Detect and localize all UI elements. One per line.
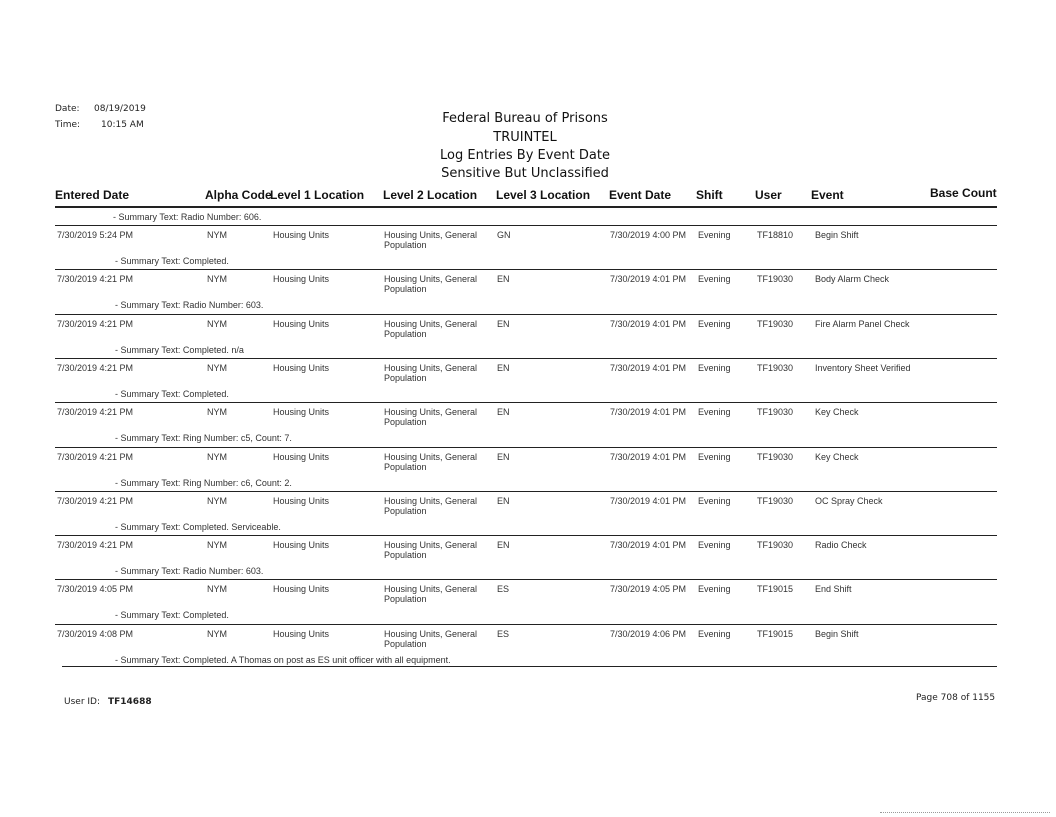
level3-cell: ES [497, 584, 510, 594]
event-cell: OC Spray Check [815, 496, 883, 506]
header-rule [55, 206, 997, 208]
shift-cell: Evening [698, 407, 731, 417]
col-level2: Level 2 Location [383, 188, 478, 202]
report-org: Federal Bureau of Prisons [442, 111, 608, 126]
level2-cell: Housing Units, General Population [384, 230, 478, 250]
col-level3: Level 3 Location [496, 188, 591, 202]
user-cell: TF18810 [757, 230, 794, 240]
shift-cell: Evening [698, 230, 731, 240]
alpha-code-cell: NYM [207, 540, 227, 550]
alpha-code-cell: NYM [207, 274, 227, 284]
level3-cell: EN [497, 496, 510, 506]
shift-cell: Evening [698, 274, 731, 284]
entered-date-cell: 7/30/2019 4:21 PM [57, 274, 134, 284]
event-cell: Key Check [815, 452, 859, 462]
level1-cell: Housing Units [273, 274, 330, 284]
alpha-code-cell: NYM [207, 584, 227, 594]
shift-cell: Evening [698, 629, 731, 639]
summary-text: - Summary Text: Completed. [115, 256, 229, 266]
col-entered-date: Entered Date [55, 188, 130, 202]
level1-cell: Housing Units [273, 496, 330, 506]
summary-text: - Summary Text: Completed. [115, 610, 229, 620]
level1-cell: Housing Units [273, 230, 330, 240]
col-level1: Level 1 Location [270, 188, 365, 202]
page-number: Page 708 of 1155 [916, 693, 996, 703]
event-date-cell: 7/30/2019 4:01 PM [610, 540, 687, 550]
user-cell: TF19030 [757, 452, 794, 462]
level3-cell: EN [497, 274, 510, 284]
level3-cell: EN [497, 540, 510, 550]
level2-cell: Housing Units, General Population [384, 540, 478, 560]
entered-date-cell: 7/30/2019 4:05 PM [57, 584, 134, 594]
level1-cell: Housing Units [273, 584, 330, 594]
event-cell: End Shift [815, 584, 852, 594]
user-cell: TF19015 [757, 584, 794, 594]
user-cell: TF19030 [757, 407, 794, 417]
event-cell: Begin Shift [815, 629, 859, 639]
shift-cell: Evening [698, 540, 731, 550]
shift-cell: Evening [698, 452, 731, 462]
level3-cell: EN [497, 363, 510, 373]
alpha-code-cell: NYM [207, 230, 227, 240]
level1-cell: Housing Units [273, 407, 330, 417]
alpha-code-cell: NYM [207, 407, 227, 417]
row-separator [55, 535, 997, 536]
alpha-code-cell: NYM [207, 452, 227, 462]
level2-cell: Housing Units, General Population [384, 629, 478, 649]
entered-date-cell: 7/30/2019 4:21 PM [57, 407, 134, 417]
event-cell: Radio Check [815, 540, 867, 550]
level1-cell: Housing Units [273, 540, 330, 550]
event-date-cell: 7/30/2019 4:01 PM [610, 496, 687, 506]
event-date-cell: 7/30/2019 4:01 PM [610, 274, 687, 284]
level2-cell: Housing Units, General Population [384, 452, 478, 472]
event-date-cell: 7/30/2019 4:01 PM [610, 407, 687, 417]
level1-cell: Housing Units [273, 319, 330, 329]
user-cell: TF19030 [757, 496, 794, 506]
summary-text: - Summary Text: Radio Number: 603. [115, 566, 264, 576]
row-separator [55, 491, 997, 492]
row-separator [55, 447, 997, 448]
level3-cell: EN [497, 452, 510, 462]
level3-cell: EN [497, 319, 510, 329]
user-cell: TF19030 [757, 274, 794, 284]
level2-cell: Housing Units, General Population [384, 319, 478, 339]
col-shift: Shift [696, 188, 723, 202]
summary-text: - Summary Text: Completed. [115, 389, 229, 399]
entered-date-cell: 7/30/2019 5:24 PM [57, 230, 134, 240]
row-separator [55, 579, 997, 580]
leading-summary: - Summary Text: Radio Number: 606. [113, 212, 262, 222]
col-event-date: Event Date [609, 188, 672, 202]
col-user: User [755, 188, 782, 202]
summary-text: - Summary Text: Radio Number: 603. [115, 300, 264, 310]
event-date-cell: 7/30/2019 4:06 PM [610, 629, 687, 639]
summary-text: - Summary Text: Completed. Serviceable. [115, 522, 281, 532]
col-event: Event [811, 188, 844, 202]
report-title: Log Entries By Event Date [440, 148, 610, 163]
row-separator [55, 225, 997, 226]
user-cell: TF19030 [757, 319, 794, 329]
level3-cell: GN [497, 230, 511, 240]
event-cell: Fire Alarm Panel Check [815, 319, 910, 329]
user-id-value: TF14688 [108, 697, 152, 707]
row-separator [55, 269, 997, 270]
entered-date-cell: 7/30/2019 4:08 PM [57, 629, 134, 639]
row-separator [55, 314, 997, 315]
date-value: 08/19/2019 [94, 104, 146, 114]
user-id-label: User ID: [64, 697, 100, 707]
report-system: TRUINTEL [493, 130, 557, 145]
time-value: 10:15 AM [101, 120, 144, 130]
alpha-code-cell: NYM [207, 363, 227, 373]
entered-date-cell: 7/30/2019 4:21 PM [57, 319, 134, 329]
level1-cell: Housing Units [273, 629, 330, 639]
alpha-code-cell: NYM [207, 629, 227, 639]
alpha-code-cell: NYM [207, 496, 227, 506]
level1-cell: Housing Units [273, 452, 330, 462]
event-date-cell: 7/30/2019 4:01 PM [610, 363, 687, 373]
time-label: Time: [55, 120, 81, 130]
level2-cell: Housing Units, General Population [384, 407, 478, 427]
level2-cell: Housing Units, General Population [384, 363, 478, 383]
event-cell: Body Alarm Check [815, 274, 890, 284]
col-base-count: Base Count [930, 186, 997, 200]
event-cell: Inventory Sheet Verified [815, 363, 911, 373]
alpha-code-cell: NYM [207, 319, 227, 329]
summary-text: - Summary Text: Ring Number: c5, Count: 7. [115, 433, 292, 443]
summary-text: - Summary Text: Completed. A Thomas on post as ES unit officer with all equipment. [115, 655, 451, 665]
entered-date-cell: 7/30/2019 4:21 PM [57, 452, 134, 462]
event-date-cell: 7/30/2019 4:00 PM [610, 230, 687, 240]
shift-cell: Evening [698, 363, 731, 373]
entered-date-cell: 7/30/2019 4:21 PM [57, 540, 134, 550]
event-date-cell: 7/30/2019 4:05 PM [610, 584, 687, 594]
scan-speckle [880, 812, 1050, 814]
event-cell: Key Check [815, 407, 859, 417]
summary-text: - Summary Text: Ring Number: c6, Count: 2. [115, 478, 292, 488]
summary-text: - Summary Text: Completed. n/a [115, 345, 244, 355]
level3-cell: ES [497, 629, 510, 639]
event-cell: Begin Shift [815, 230, 859, 240]
level1-cell: Housing Units [273, 363, 330, 373]
row-separator [55, 402, 997, 403]
level2-cell: Housing Units, General Population [384, 274, 478, 294]
col-alpha-code: Alpha Code [205, 188, 272, 202]
user-cell: TF19030 [757, 540, 794, 550]
user-cell: TF19015 [757, 629, 794, 639]
shift-cell: Evening [698, 584, 731, 594]
level2-cell: Housing Units, General Population [384, 496, 478, 516]
row-separator [55, 358, 997, 359]
user-cell: TF19030 [757, 363, 794, 373]
date-label: Date: [55, 104, 80, 114]
event-date-cell: 7/30/2019 4:01 PM [610, 319, 687, 329]
shift-cell: Evening [698, 496, 731, 506]
table-bottom-rule [62, 666, 997, 667]
entered-date-cell: 7/30/2019 4:21 PM [57, 363, 134, 373]
row-separator [55, 624, 997, 625]
shift-cell: Evening [698, 319, 731, 329]
level2-cell: Housing Units, General Population [384, 584, 478, 604]
entered-date-cell: 7/30/2019 4:21 PM [57, 496, 134, 506]
event-date-cell: 7/30/2019 4:01 PM [610, 452, 687, 462]
level3-cell: EN [497, 407, 510, 417]
report-classification: Sensitive But Unclassified [441, 166, 609, 181]
